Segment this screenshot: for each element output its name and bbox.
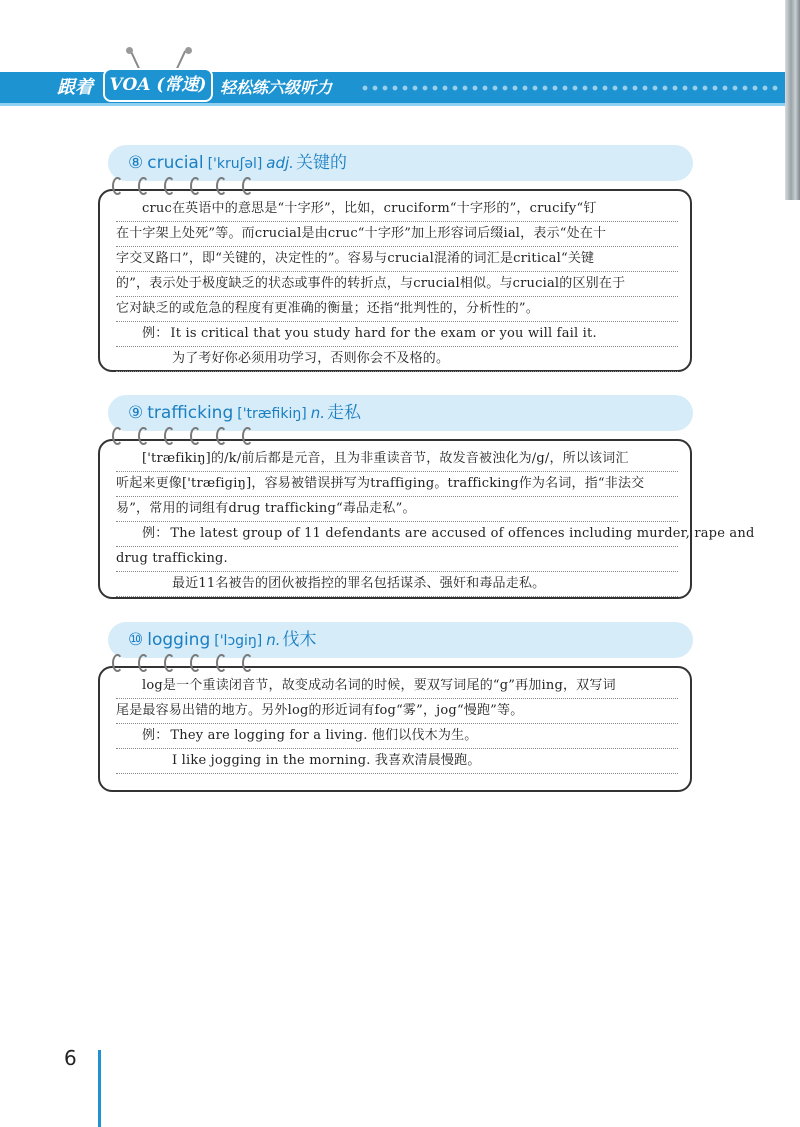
tv-antenna-right	[176, 51, 186, 70]
header-prefix: 跟着	[57, 77, 93, 98]
body-line: 字交叉路口”，即“关键的，决定性的”。容易与crucial混淆的词汇是critical“关键	[116, 247, 678, 272]
body-line: ['træfikiŋ]的/k/前后都是元音，且为非重读音节，故发音被浊化为/g/，所以该词汇	[116, 447, 678, 472]
spiral-ring	[242, 177, 253, 195]
entry-meaning: 关键的	[295, 153, 347, 173]
example-english: It is critical that you study hard for the exam or you will fail it.	[170, 326, 597, 341]
entry-lines	[116, 674, 678, 774]
header-badge-label: VOA (常速)	[109, 75, 207, 95]
spiral-rings	[112, 427, 272, 447]
example-translation: 为了考好你必须用功学习，否则你会不及格的。	[116, 347, 678, 372]
entry-body	[98, 439, 755, 599]
entry-body	[98, 666, 692, 792]
spiral-ring	[164, 427, 175, 445]
spiral-ring	[190, 177, 201, 195]
body-line: 尾是最容易出错的地方。另外log的形近词有fog“雾”，jog“慢跑”等。	[116, 699, 678, 724]
tv-antenna-ball-right	[185, 47, 192, 54]
entry-phonetic: ['træfikiŋ]	[237, 406, 307, 422]
body-line: cruc在英语中的意思是“十字形”，比如，cruciform“十字形的”，crucify“钉	[116, 197, 678, 222]
body-line: 听起来更像['træfigiŋ]，容易被错误拼写为traffiging。trafficking作为名词，指“非法交	[116, 472, 678, 497]
header-badge	[103, 68, 213, 102]
example-english: They are logging for a living. 他们以伐木为生。	[170, 728, 478, 743]
example-translation: 最近11名被告的团伙被指控的罪名包括谋杀、强奸和毒品走私。	[116, 572, 678, 597]
spiral-ring	[242, 654, 253, 672]
entry-phonetic: ['kruʃəl]	[207, 156, 263, 172]
spiral-ring	[216, 177, 227, 195]
spiral-ring	[164, 654, 175, 672]
tv-antenna-ball-left	[126, 47, 133, 54]
body-line: log是一个重读闭音节，故变成动名词的时候，要双写词尾的“g”再加ing，双写词	[116, 674, 678, 699]
entry-number: ⑩	[128, 630, 144, 650]
entry-meaning: 走私	[326, 403, 361, 423]
example-line	[116, 322, 678, 347]
header-dots	[360, 83, 780, 93]
spiral-ring	[190, 654, 201, 672]
entry-tab	[108, 395, 693, 431]
entry-tab	[108, 622, 693, 658]
entry-title	[128, 622, 317, 658]
entry-lines	[116, 447, 755, 597]
entry-word: logging	[147, 630, 211, 650]
header-title: 轻松练六级听力	[220, 78, 333, 97]
body-line: 它对缺乏的或危急的程度有更准确的衡量；还指“批判性的，分析性的”。	[116, 297, 678, 322]
spiral-ring	[216, 654, 227, 672]
body-line: 易”，常用的词组有drug trafficking“毒品走私”。	[116, 497, 678, 522]
entry-title	[128, 145, 347, 181]
page-number-bar	[98, 1050, 101, 1127]
entry-body	[98, 189, 692, 372]
example-label: 例：	[142, 728, 169, 743]
spiral-ring	[138, 427, 149, 445]
entry-part-of-speech: adj.	[266, 154, 294, 172]
entry-number: ⑨	[128, 403, 144, 423]
example-label: 例：	[142, 326, 169, 341]
side-decoration	[785, 0, 800, 200]
example-line	[116, 724, 678, 749]
spiral-ring	[138, 177, 149, 195]
entry-tab	[108, 145, 693, 181]
spiral-ring	[216, 427, 227, 445]
spiral-ring	[112, 177, 123, 195]
example-line	[116, 522, 755, 547]
page-number: 6	[64, 1046, 77, 1070]
entry-part-of-speech: n.	[266, 631, 281, 649]
entry-title	[128, 395, 361, 431]
spiral-ring	[112, 654, 123, 672]
body-line: 在十字架上处死”等。而crucial是由cruc“十字形”加上形容词后缀ial，表示“处在十	[116, 222, 678, 247]
entry-word: crucial	[147, 153, 204, 173]
spiral-rings	[112, 177, 272, 197]
entry-lines	[116, 197, 678, 372]
example-english-continued: drug trafficking.	[116, 547, 678, 572]
body-line: 的”，表示处于极度缺乏的状态或事件的转折点，与crucial相似。与crucial的区别在于	[116, 272, 678, 297]
header-stripe	[0, 103, 785, 106]
spiral-ring	[190, 427, 201, 445]
spiral-ring	[112, 427, 123, 445]
entry-phonetic: ['lɔgiŋ]	[214, 633, 263, 649]
spiral-ring	[138, 654, 149, 672]
spiral-ring	[242, 427, 253, 445]
example-english-second: I like jogging in the morning. 我喜欢清晨慢跑。	[116, 749, 678, 774]
spiral-rings	[112, 654, 272, 674]
entry-number: ⑧	[128, 153, 144, 173]
entry-meaning: 伐木	[282, 630, 317, 650]
example-label: 例：	[142, 526, 169, 541]
spiral-ring	[164, 177, 175, 195]
example-english: The latest group of 11 defendants are accused of offences including murder, rape and	[170, 526, 755, 541]
entry-word: trafficking	[147, 403, 234, 423]
entry-part-of-speech: n.	[310, 404, 325, 422]
